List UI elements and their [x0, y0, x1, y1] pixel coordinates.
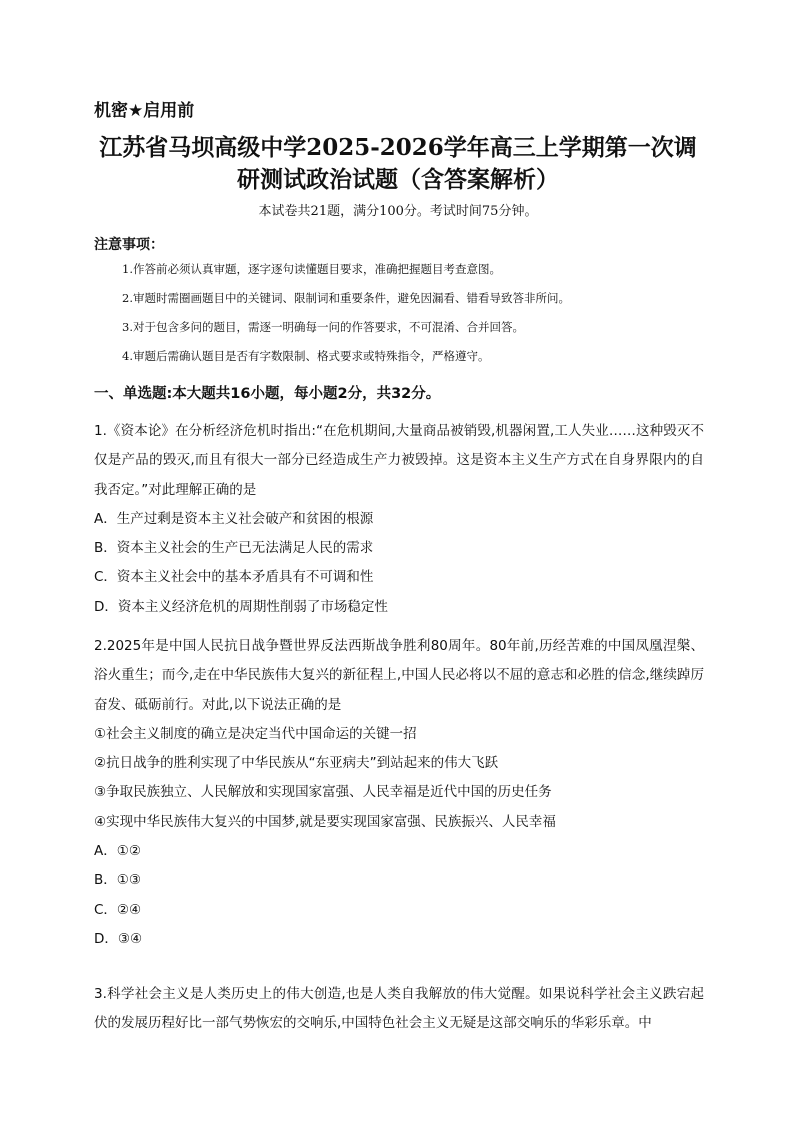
- exam-title: [96, 132, 700, 196]
- question-1: [94, 417, 704, 622]
- statement-1: ①社会主义制度的确立是决定当代中国命运的关键一招: [94, 725, 417, 742]
- notice-heading: 注意事项：: [94, 237, 164, 253]
- option-a: A．①②: [94, 843, 141, 860]
- notice-item: 1.作答前必须认真审题，逐字逐句读懂题目要求，准确把握题目考查意图。: [122, 262, 501, 276]
- statement-4: ④实现中华民族伟大复兴的中国梦,就是要实现国家富强、民族振兴、人民幸福: [94, 813, 556, 830]
- statement-2: ②抗日战争的胜利实现了中华民族从“东亚病夫”到站起来的伟大飞跃: [94, 755, 499, 772]
- question-stem: 3.科学社会主义是人类历史上的伟大创造,也是人类自我解放的伟大觉醒。如果说科学社会主义跌宕起伏的发展历程好比一部气势恢宏的交响乐,中国特色社会主义无疑是这部交响乐的华彩乐章。中: [94, 986, 704, 1032]
- notice-list: [122, 262, 722, 378]
- confidential-label: 机密★启用前: [94, 101, 195, 121]
- option-b: B．资本主义社会的生产已无法满足人民的需求: [94, 540, 374, 557]
- exam-title-line-2: 研测试政治试题（含答案解析）: [237, 166, 559, 193]
- option-d: D．资本主义经济危机的周期性削弱了市场稳定性: [94, 598, 388, 615]
- question-2: [94, 632, 704, 954]
- option-d: D．③④: [94, 930, 143, 947]
- option-c: C．②④: [94, 901, 142, 918]
- option-c: C．资本主义社会中的基本矛盾具有不可调和性: [94, 569, 374, 586]
- option-a: A．生产过剩是资本主义社会破产和贫困的根源: [94, 510, 374, 527]
- notice-item: 4.审题后需确认题目是否有字数限制、格式要求或特殊指令，严格遵守。: [122, 349, 490, 363]
- question-3: [94, 980, 704, 1039]
- question-stem: 2.2025年是中国人民抗日战争暨世界反法西斯战争胜利80周年。80年前,历经苦难的中国凤凰涅槃、浴火重生；而今,走在中华民族伟大复兴的新征程上,中国人民必将以不屈的意志和必胜的信念,继续踔厉奋发、砥砺前行。对此,以下说法正确的是: [94, 638, 704, 713]
- section-heading-single-choice: 一、单选题:本大题共16小题，每小题2分，共32分。: [94, 386, 441, 402]
- exam-subtitle: 本试卷共21题，满分100分。考试时间75分钟。: [258, 204, 538, 219]
- option-b: B．①③: [94, 872, 141, 889]
- notice-item: 2.审题时需圈画题目中的关键词、限制词和重要条件，避免因漏看、错看导致答非所问。: [122, 291, 570, 305]
- statement-3: ③争取民族独立、人民解放和实现国家富强、人民幸福是近代中国的历史任务: [94, 784, 552, 801]
- exam-title-line-1: 江苏省马坝高级中学2025-2026学年高三上学期第一次调: [99, 134, 697, 161]
- notice-item: 3.对于包含多问的题目，需逐一明确每一问的作答要求，不可混淆、合并回答。: [122, 320, 524, 334]
- question-stem: 1.《资本论》在分析经济危机时指出:“在危机期间,大量商品被销毁,机器闲置,工人失业……这种毁灭不仅是产品的毁灭,而且有很大一部分已经造成生产力被毁掉。这是资本主义生产方式在自身界限内的自我否定。”对此理解正确的是: [94, 423, 704, 498]
